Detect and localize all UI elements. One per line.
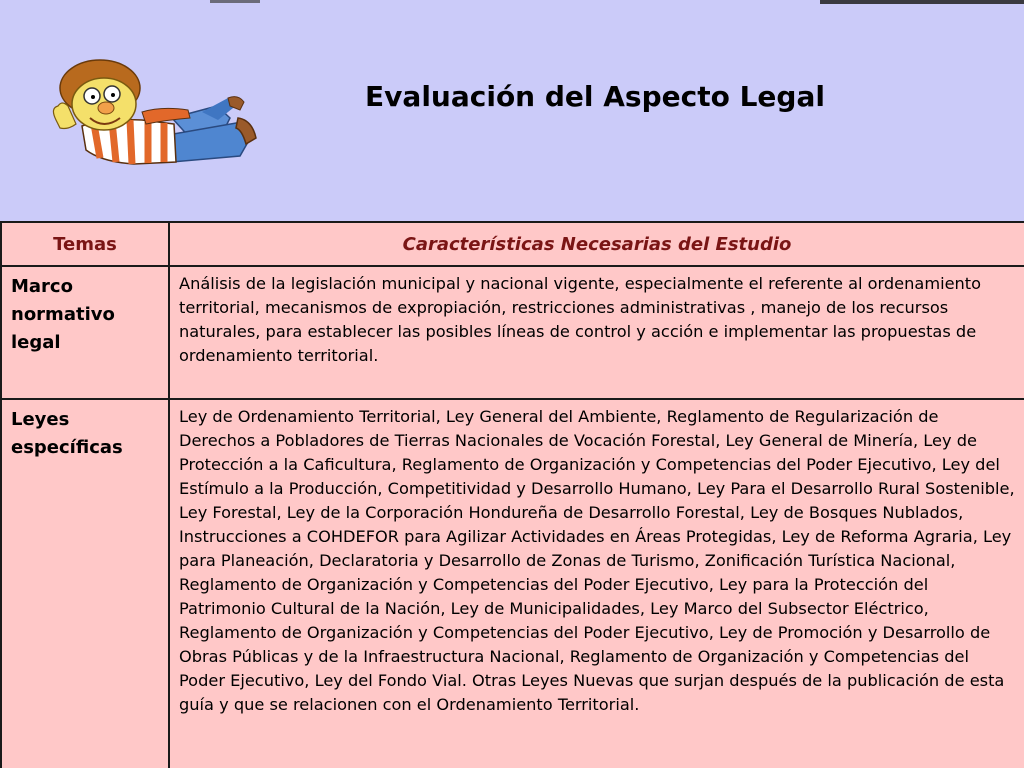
page-title: Evaluación del Aspecto Legal: [365, 80, 825, 113]
column-header-caracteristicas: Características Necesarias del Estudio: [169, 222, 1024, 266]
column-header-temas: Temas: [1, 222, 169, 266]
table-row: [1, 399, 1024, 768]
table-row: [1, 266, 1024, 399]
tema-cell: Marco normativo legal: [1, 266, 169, 399]
top-border-decoration-left: [210, 0, 260, 3]
caracteristicas-cell: Ley de Ordenamiento Territorial, Ley General del Ambiente, Reglamento de Regularización de Derechos a Pobladores de Tierras Nacionales de Vocación Forestal, Ley General de Minería, Ley de Protección a la Caficultura, Reglamento de Organización y Competencias del Poder Ejecutivo, Ley del Estímulo a la Producción, Competitividad y Desarrollo Humano, Ley Para el Desarrollo Rural Sostenible, Ley Forestal, Ley de la Corporación Hondureña de Desarrollo Forestal, Ley de Bosques Nublados, Instrucciones a COHDEFOR para Agilizar Actividades en Áreas Protegidas, Ley de Reforma Agraria, Ley para Planeación, Declaratoria y Desarrollo de Zonas de Turismo, Zonificación Turística Nacional, Reglamento de Organización y Competencias del Poder Ejecutivo, Ley para la Protección del Patrimonio Cultural de la Nación, Ley de Municipalidades, Ley Marco del Subsector Eléctrico, Reglamento de Organización y Competencias del Poder Ejecutivo, Ley de Promoción y Desarrollo de Obras Públicas y de la Infraestructura Nacional, Reglamento de Organización y Competencias del Poder Ejecutivo, Ley del Fondo Vial. Otras Leyes Nuevas que surjan después de la publicación de esta guía y que se relacionen con el Ordenamiento Territorial.: [169, 399, 1024, 768]
legal-evaluation-table-container: [0, 221, 1024, 768]
cartoon-boy-lying-icon: [42, 58, 260, 174]
top-border-decoration-right: [820, 0, 1024, 4]
caracteristicas-cell: Análisis de la legislación municipal y nacional vigente, especialmente el referente al ordenamiento territorial, mecanismos de expropiación, restricciones administrativas , manejo de los recursos naturales, para establecer las posibles líneas de control y acción e implementar las propuestas de ordenamiento territorial.: [169, 266, 1024, 399]
table-header-row: [1, 222, 1024, 266]
legal-evaluation-table: [0, 221, 1024, 768]
tema-cell: Leyes específicas: [1, 399, 169, 768]
